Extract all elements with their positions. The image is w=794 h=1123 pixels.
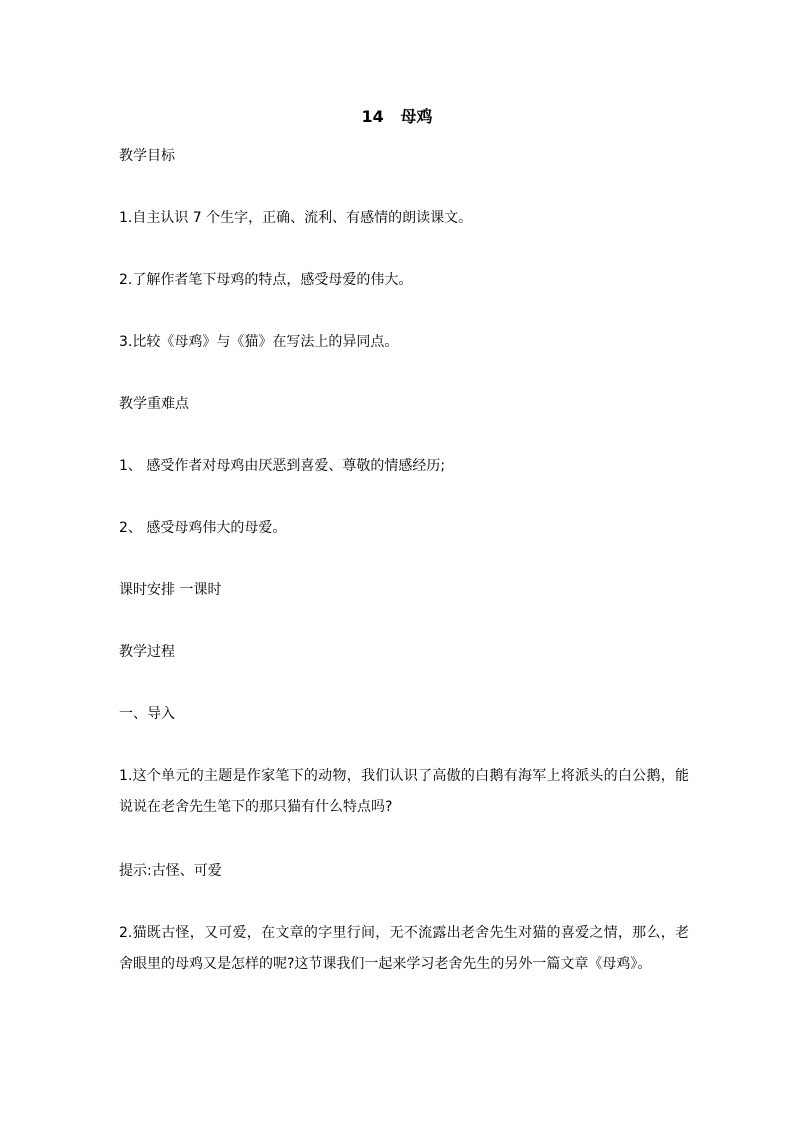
intro-paragraph-2: 2.猫既古怪，又可爱，在文章的字里行间，无不流露出老舍先生对猫的喜爱之情，那么，老舍眼里的母鸡又是怎样的呢?这节课我们一起来学习老舍先生的另外一篇文章《母鸡》。	[119, 925, 689, 972]
step-heading-intro: 一、导入	[119, 706, 175, 722]
objective-1: 1.自主认识 7 个生字，正确、流利、有感情的朗读课文。	[119, 210, 473, 226]
intro-paragraph-1: 1.这个单元的主题是作家笔下的动物，我们认识了高傲的白鹅有海军上将派头的白公鹅，能说说在老舍先生笔下的那只猫有什么特点吗?	[119, 768, 689, 815]
key-point-2: 2、 感受母鸡伟大的母爱。	[119, 520, 287, 536]
hint-line: 提示:古怪、可爱	[119, 863, 222, 879]
section-heading-key-points: 教学重难点	[119, 396, 189, 412]
lesson-title: 14 母鸡	[361, 107, 433, 126]
key-point-1: 1、 感受作者对母鸡由厌恶到喜爱、尊敬的情感经历;	[119, 458, 446, 474]
schedule-line: 课时安排 一课时	[119, 582, 222, 598]
objective-3: 3.比较《母鸡》与《猫》在写法上的异同点。	[119, 334, 399, 350]
section-heading-process: 教学过程	[119, 644, 175, 660]
section-heading-objectives: 教学目标	[119, 148, 175, 164]
objective-2: 2.了解作者笔下母鸡的特点，感受母爱的伟大。	[119, 272, 413, 288]
